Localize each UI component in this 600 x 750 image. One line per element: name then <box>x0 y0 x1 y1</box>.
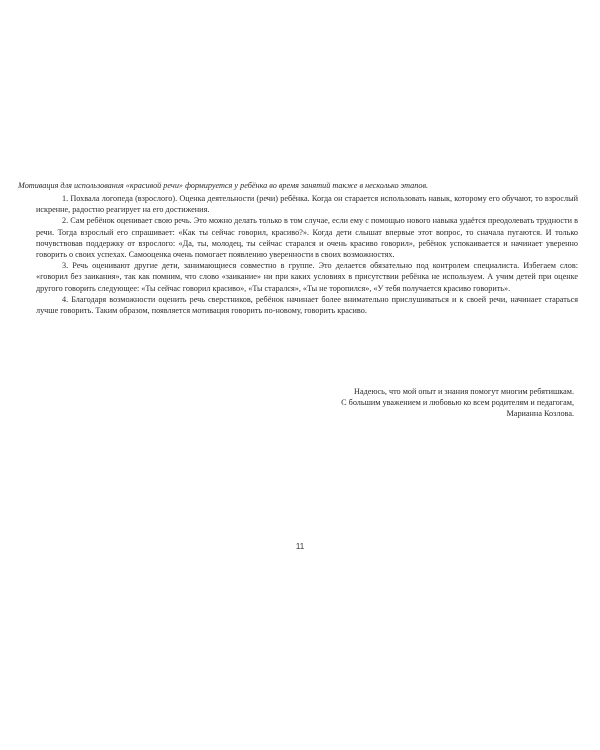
signature-line-1: Надеюсь, что мой опыт и знания помогут многим ребятишкам. <box>354 387 574 396</box>
signature-line-2: С большим уважением и любовью ко всем родителям и педагогам, <box>341 398 574 408</box>
paragraph-1: 1. Похвала логопеда (взрослого). Оценка деятельности (речи) ребёнка. Когда он старается использовать навык, которому его обучают, то взрослый искренне, радостно реагирует на его достижения. <box>36 194 578 215</box>
paragraph-3: 3. Речь оценивают другие дети, занимающиеся совместно в группе. Это делается обязательно под контролем специалиста. Избегаем слов: «говорил без заикания», так как помним, что слово «заикание» ни при каких условиях в присутствии ребёнка не используем. А учим детей при оценке другого говорить следующее: «Ты сейчас говорил красиво», «Ты старался», «Ты не торопился», «У тебя получается красиво говорить». <box>36 261 578 293</box>
paragraph-2: 2. Сам ребёнок оценивает свою речь. Это можно делать только в том случае, если ему с помощью нового навыка удаётся преодолевать трудности в речи. Тогда взрослый его спрашивает: «Как ты сейчас говорил, красиво?». Когда дети слышат впервые этот вопрос, то сначала пугаются. И только почувствовав поддержку от взрослого: «Да, ты, молодец, ты сейчас старался и очень красиво говорил», ребёнок успокаивается и начинает уверенно говорить о своих успехах. Самооценка очень помогает появлению уверенности в своих возможностях. <box>36 216 578 260</box>
paragraph-4: 4. Благодаря возможности оценить речь сверстников, ребёнок начинает более внимательно прислушиваться и к своей речи, начинает стараться лучше говорить. Таким образом, появляется мотивация говорить по-новому, говорить красиво. <box>36 294 578 316</box>
main-text-block <box>18 180 578 316</box>
intro-line: Мотивация для использования «красивой речи» формируется у ребёнка во время занятий также в несколько этапов. <box>18 181 429 190</box>
signature-author: Марианна Козлова. <box>506 409 574 419</box>
page-number: 11 <box>295 542 305 551</box>
signature-block <box>341 386 574 420</box>
